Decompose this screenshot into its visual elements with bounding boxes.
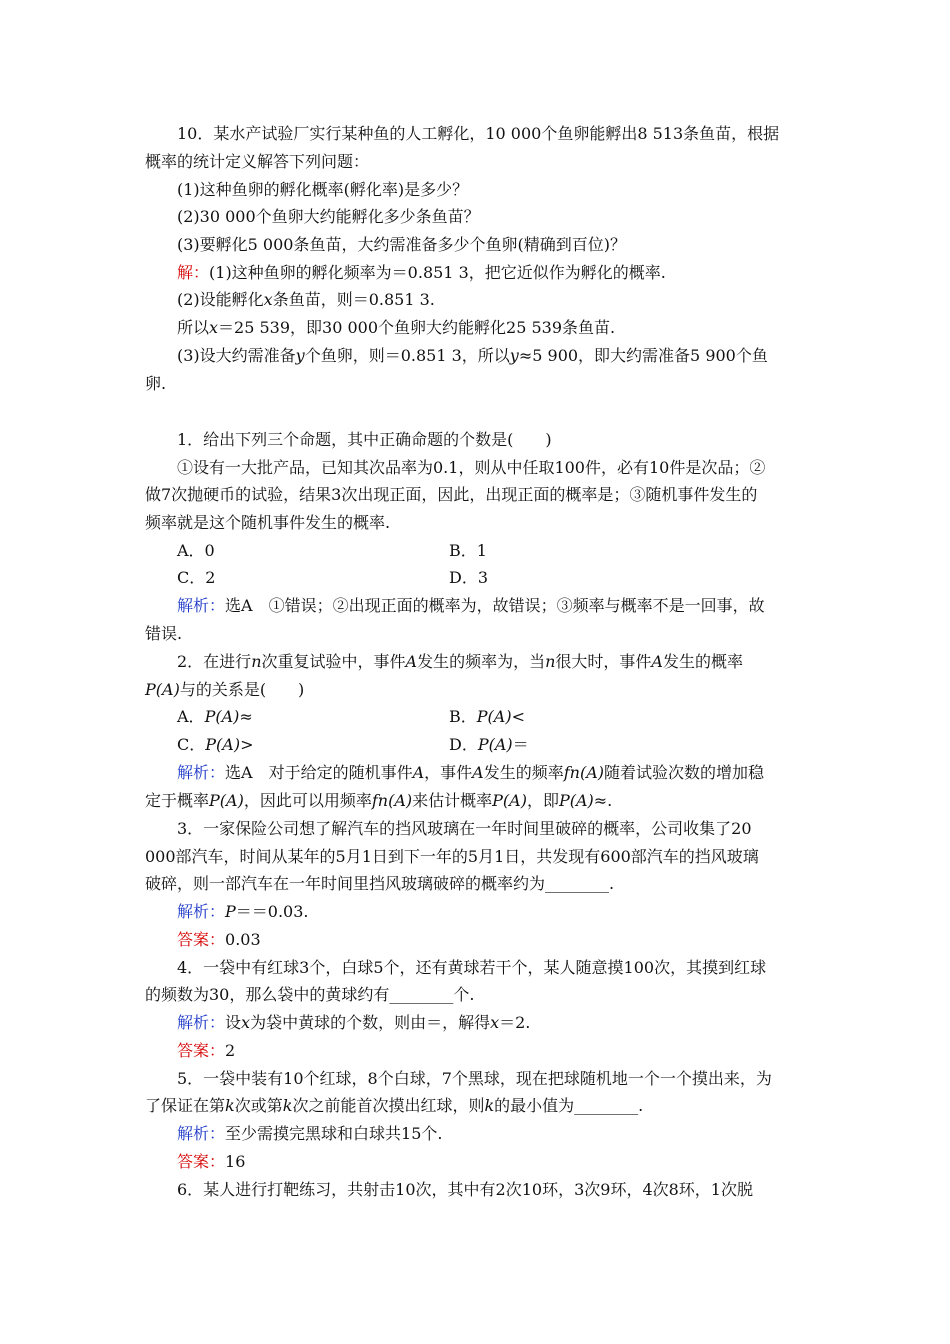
answer-value: 16 bbox=[225, 1152, 246, 1171]
q10-line-2: 概率的统计定义解答下列问题： bbox=[145, 152, 370, 171]
q1-option-b: B．1 bbox=[449, 541, 487, 560]
var-n: n bbox=[251, 652, 262, 671]
text: 选A 对于给定的随机事件 bbox=[225, 763, 413, 782]
analysis-label: 解析： bbox=[177, 596, 226, 615]
q5-line-1: 5．一袋中装有10个红球，8个白球，7个黑球，现在把球随机地一个一个摸出来，为 bbox=[177, 1069, 772, 1088]
prob-expr: P(A) bbox=[205, 735, 241, 754]
prob-expr: P(A) bbox=[204, 707, 240, 726]
q10-solution-line-5: 卵. bbox=[145, 374, 167, 393]
q2-option-c bbox=[177, 735, 253, 755]
text: 来估计概率 bbox=[412, 791, 493, 810]
q2-option-b bbox=[449, 707, 525, 727]
analysis-label: 解析： bbox=[177, 1013, 226, 1032]
text: 发生的频率为，当 bbox=[417, 652, 546, 671]
var-x: x bbox=[209, 318, 219, 337]
prob-expr: P(A) bbox=[492, 791, 527, 810]
text: 的最小值为________. bbox=[494, 1096, 644, 1115]
text: 发生的频率 bbox=[483, 763, 564, 782]
analysis-label: 解析： bbox=[177, 763, 226, 782]
q5-analysis bbox=[177, 1124, 442, 1144]
text: 次重复试验中，事件 bbox=[261, 652, 406, 671]
q3-line-2: 000部汽车，时间从某年的5月1日到下一年的5月1日，共发现有600部汽车的挡风玻璃 bbox=[145, 847, 759, 866]
text: 条鱼苗，则＝0.851 3. bbox=[272, 290, 435, 309]
q4-line-2: 的频数为30，那么袋中的黄球约有________个. bbox=[145, 985, 475, 1004]
text: 个鱼卵，则＝0.851 3，所以 bbox=[304, 346, 510, 365]
option-letter: A． bbox=[177, 707, 205, 726]
q4-line-1: 4．一袋中有红球3个，白球5个，还有黄球若干个，某人随意摸100次，其摸到红球 bbox=[177, 958, 767, 977]
q4-answer bbox=[177, 1041, 235, 1061]
relation: < bbox=[511, 707, 525, 726]
freq-expr: fn(A) bbox=[371, 791, 413, 810]
q2-line-2 bbox=[145, 680, 304, 700]
q2-option-a bbox=[177, 707, 253, 727]
q3-analysis bbox=[177, 902, 309, 922]
var-n: n bbox=[545, 652, 556, 671]
q2-option-d bbox=[449, 735, 529, 755]
q1-option-d: D．3 bbox=[449, 568, 489, 587]
analysis-text: 选A ①错误；②出现正面的概率为，故错误；③频率与概率不是一回事，故 bbox=[225, 596, 765, 615]
q4-analysis bbox=[177, 1013, 530, 1033]
freq-expr: fn(A) bbox=[563, 763, 604, 782]
answer-label: 答案： bbox=[177, 1041, 226, 1060]
text: 随着试验次数的增加稳 bbox=[604, 763, 765, 782]
q5-answer bbox=[177, 1152, 245, 1172]
text: (3)设大约需准备 bbox=[177, 346, 296, 365]
prob-expr: P(A) bbox=[477, 735, 513, 754]
q2-analysis-line-1 bbox=[177, 763, 764, 783]
text: 次之前能首次摸出红球，则 bbox=[292, 1096, 485, 1115]
text: 2．在进行 bbox=[177, 652, 252, 671]
var-a: A bbox=[412, 763, 425, 782]
text: 很大时，事件 bbox=[555, 652, 652, 671]
q3-line-1: 3．一家保险公司想了解汽车的挡风玻璃在一年时间里破碎的概率，公司收集了20 bbox=[177, 819, 752, 838]
relation: > bbox=[240, 735, 254, 754]
text: 为袋中黄球的个数，则由＝，解得 bbox=[250, 1013, 491, 1032]
var-y: y bbox=[509, 346, 519, 365]
var-p: P bbox=[225, 902, 236, 921]
answer-label: 答案： bbox=[177, 930, 226, 949]
q2-analysis-line-2 bbox=[145, 791, 612, 811]
var-a: A bbox=[405, 652, 418, 671]
relation: ＝ bbox=[512, 735, 529, 754]
q5-line-2 bbox=[145, 1096, 643, 1116]
text: 所以 bbox=[177, 318, 210, 337]
q3-line-3: 破碎，则一部汽车在一年时间里挡风玻璃破碎的概率约为________. bbox=[145, 874, 615, 893]
option-letter: D． bbox=[449, 735, 478, 754]
text: 了保证在第 bbox=[145, 1096, 226, 1115]
q10-part-2: (2)30 000个鱼卵大约能孵化多少条鱼苗？ bbox=[177, 207, 480, 226]
text: ＝25 539，即30 000个鱼卵大约能孵化25 539条鱼苗. bbox=[218, 318, 616, 337]
relation: ≈ bbox=[239, 707, 253, 726]
text: ，事件 bbox=[424, 763, 473, 782]
solution-text: (1)这种鱼卵的孵化频率为＝0.851 3，把它近似作为孵化的概率. bbox=[209, 263, 666, 282]
analysis-text: ＝＝0.03. bbox=[235, 902, 309, 921]
var-a: A bbox=[651, 652, 663, 671]
q3-answer bbox=[177, 930, 261, 950]
q1-line-1: 1．给出下列三个命题，其中正确命题的个数是( ) bbox=[177, 430, 552, 449]
prob-expr: P(A) bbox=[145, 680, 180, 699]
analysis-label: 解析： bbox=[177, 1124, 226, 1143]
var-a: A bbox=[472, 763, 484, 782]
q2-line-1 bbox=[177, 652, 743, 672]
analysis-text: 至少需摸完黑球和白球共15个. bbox=[225, 1124, 443, 1143]
answer-value: 2 bbox=[225, 1041, 236, 1060]
text: 设 bbox=[225, 1013, 242, 1032]
q1-option-c: C．2 bbox=[177, 568, 216, 587]
answer-label: 答案： bbox=[177, 1152, 226, 1171]
q1-analysis-line-2: 错误. bbox=[145, 624, 183, 643]
q10-solution-line-1 bbox=[177, 263, 666, 283]
var-x: x bbox=[490, 1013, 500, 1032]
option-letter: B． bbox=[449, 707, 477, 726]
text: (2)设能孵化 bbox=[177, 290, 264, 309]
q10-line-1: 10．某水产试验厂实行某种鱼的人工孵化，10 000个鱼卵能孵出8 513条鱼苗，根据 bbox=[177, 124, 780, 143]
q6-line-1: 6．某人进行打靶练习，共射击10次，其中有2次10环，3次9环，4次8环，1次脱 bbox=[177, 1180, 753, 1199]
q10-part-3: (3)要孵化5 000条鱼苗，大约需准备多少个鱼卵(精确到百位)？ bbox=[177, 235, 626, 254]
text: 定于概率 bbox=[145, 791, 210, 810]
var-k: k bbox=[225, 1096, 235, 1115]
q1-line-4: 频率就是这个随机事件发生的概率. bbox=[145, 513, 391, 532]
q10-solution-line-3 bbox=[177, 318, 615, 338]
var-x: x bbox=[263, 290, 273, 309]
text: ≈5 900，即大约需准备5 900个鱼 bbox=[518, 346, 768, 365]
var-x: x bbox=[241, 1013, 251, 1032]
q10-part-1: (1)这种鱼卵的孵化概率(孵化率)是多少？ bbox=[177, 180, 469, 199]
var-y: y bbox=[295, 346, 305, 365]
q1-line-3: 做7次抛硬币的试验，结果3次出现正面，因此，出现正面的概率是；③随机事件发生的 bbox=[145, 485, 758, 504]
text: ，即 bbox=[526, 791, 559, 810]
prob-expr: P(A) bbox=[476, 707, 512, 726]
q1-option-a: A．0 bbox=[177, 541, 215, 560]
text: 发生的概率 bbox=[662, 652, 743, 671]
analysis-label: 解析： bbox=[177, 902, 226, 921]
prob-expr: P(A) bbox=[558, 791, 594, 810]
var-k: k bbox=[282, 1096, 293, 1115]
q1-analysis-line-1 bbox=[177, 596, 765, 616]
text: 与的关系是( ) bbox=[179, 680, 305, 699]
text: ≈. bbox=[593, 791, 613, 810]
q10-solution-line-4 bbox=[177, 346, 768, 366]
option-letter: C． bbox=[177, 735, 206, 754]
q10-solution-line-2 bbox=[177, 290, 435, 310]
prob-expr: P(A) bbox=[209, 791, 244, 810]
text: 次或第 bbox=[234, 1096, 283, 1115]
solution-label: 解： bbox=[177, 263, 210, 282]
text: ，因此可以用频率 bbox=[243, 791, 372, 810]
q1-line-2: ①设有一大批产品，已知其次品率为0.1，则从中任取100件，必有10件是次品；② bbox=[177, 458, 766, 477]
text: ＝2. bbox=[499, 1013, 531, 1032]
var-k: k bbox=[484, 1096, 495, 1115]
answer-value: 0.03 bbox=[225, 930, 261, 949]
